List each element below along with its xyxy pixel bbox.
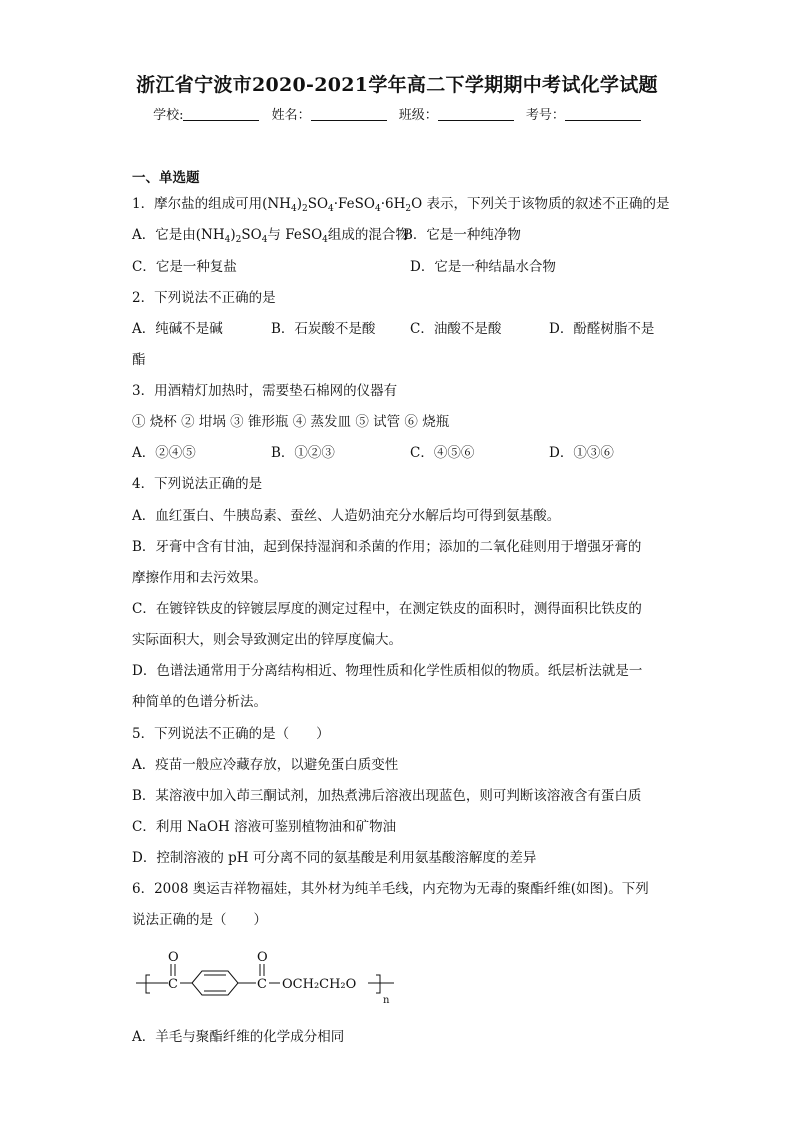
name-blank[interactable]: [311, 106, 387, 121]
polyester-structure-formula: [130, 945, 420, 1007]
formula-right-oxygen: O: [257, 950, 268, 965]
q4-option-d-line1[interactable]: D．色谱法通常用于分离结构相近、物理性质和化学性质相似的物质。纸层析法就是一: [132, 663, 643, 679]
section-heading: 一、单选题: [132, 170, 200, 186]
q2-option-a[interactable]: A．纯碱不是碱: [132, 321, 223, 337]
q3-option-c[interactable]: C．④⑤⑥: [410, 445, 475, 461]
q3-stem: 3．用酒精灯加热时，需要垫石棉网的仪器有: [132, 383, 398, 399]
q4-option-b-line1[interactable]: B．牙膏中含有甘油，起到保持湿润和杀菌的作用；添加的二氧化硅则用于增强牙膏的: [132, 539, 642, 555]
q1-option-d[interactable]: D．它是一种结晶水合物: [410, 259, 556, 275]
q5-stem: 5．下列说法不正确的是（ ）: [132, 726, 330, 742]
q6-stem-line1: 6．2008 奥运吉祥物福娃，其外材为纯羊毛线，内充物为无毒的聚酯纤维(如图)。下列: [132, 881, 649, 897]
q5-option-b[interactable]: B．某溶液中加入茚三酮试剂，加热煮沸后溶液出现蓝色，则可判断该溶液含有蛋白质: [132, 788, 642, 804]
q2-option-b[interactable]: B．石炭酸不是酸: [271, 321, 376, 337]
q4-stem: 4．下列说法正确的是: [132, 476, 263, 492]
q2-option-d-continued: 酯: [132, 352, 146, 368]
q6-stem-line2: 说法正确的是（ ）: [132, 912, 267, 928]
q5-option-c[interactable]: C．利用 NaOH 溶液可鉴别植物油和矿物油: [132, 819, 397, 835]
formula-left-carbon: C: [168, 977, 178, 992]
formula-left-oxygen: O: [168, 950, 179, 965]
formula-right-carbon: C: [257, 977, 267, 992]
q2-option-d[interactable]: D．酚醛树脂不是: [549, 321, 655, 337]
school-blank[interactable]: [183, 106, 259, 121]
q1-option-c[interactable]: C．它是一种复盐: [132, 259, 237, 275]
q2-options: [132, 317, 688, 337]
q3-items: ① 烧杯 ② 坩埚 ③ 锥形瓶 ④ 蒸发皿 ⑤ 试管 ⑥ 烧瓶: [132, 414, 450, 430]
class-blank[interactable]: [438, 106, 514, 121]
class-label: 班级：: [398, 108, 438, 123]
q4-option-c-line1[interactable]: C．在镀锌铁皮的锌镀层厚度的测定过程中，在测定铁皮的面积时，测得面积比铁皮的: [132, 601, 642, 617]
q1-stem: 1．摩尔盐的组成可用$(NH_4)_2SO_4\cdot FeSO_4\cdot 6H_2O$ 表示，下列关于该物质的叙述不正确的是: [132, 196, 670, 214]
q4-option-a[interactable]: A．血红蛋白、牛胰岛素、蚕丝、人造奶油充分水解后均可得到氨基酸。: [132, 508, 561, 524]
q3-option-a[interactable]: A．②④⑤: [132, 445, 196, 461]
exam-no-label: 考号：: [525, 108, 565, 123]
formula-tail: OCH₂CH₂O: [282, 977, 357, 992]
q1-options-row2: [132, 255, 556, 275]
school-label: 学校:: [153, 108, 184, 123]
formula-n: n: [383, 995, 390, 1006]
q6-option-a[interactable]: A．羊毛与聚酯纤维的化学成分相同: [132, 1029, 345, 1045]
name-label: 姓名：: [271, 108, 311, 123]
q4-option-c-line2: 实际面积大，则会导致测定出的锌厚度偏大。: [132, 632, 402, 648]
q1-options-row1: [132, 223, 410, 245]
q4-option-d-line2: 种简单的色谱分析法。: [132, 694, 267, 710]
q5-option-a[interactable]: A．疫苗一般应冷藏存放，以避免蛋白质变性: [132, 757, 399, 773]
student-info-line: [0, 104, 794, 123]
q3-option-b[interactable]: B．①②③: [271, 445, 335, 461]
q2-option-c[interactable]: C．油酸不是酸: [410, 321, 502, 337]
page-title: 浙江省宁波市2020-2021学年高二下学期期中考试化学试题: [136, 74, 658, 96]
exam-no-blank[interactable]: [565, 106, 641, 121]
q3-option-d[interactable]: D．①③⑥: [549, 445, 614, 461]
q3-options: [132, 441, 688, 461]
q1-option-a[interactable]: A．它是由$(NH_4)_2SO_4$与 FeSO$_4$组成的混合物: [132, 227, 409, 245]
q4-option-b-line2: 摩擦作用和去污效果。: [132, 570, 267, 586]
q1-option-b[interactable]: B．它是一种纯净物: [403, 227, 521, 243]
q2-stem: 2．下列说法不正确的是: [132, 290, 276, 306]
q5-option-d[interactable]: D．控制溶液的 pH 可分离不同的氨基酸是利用氨基酸溶解度的差异: [132, 850, 537, 866]
